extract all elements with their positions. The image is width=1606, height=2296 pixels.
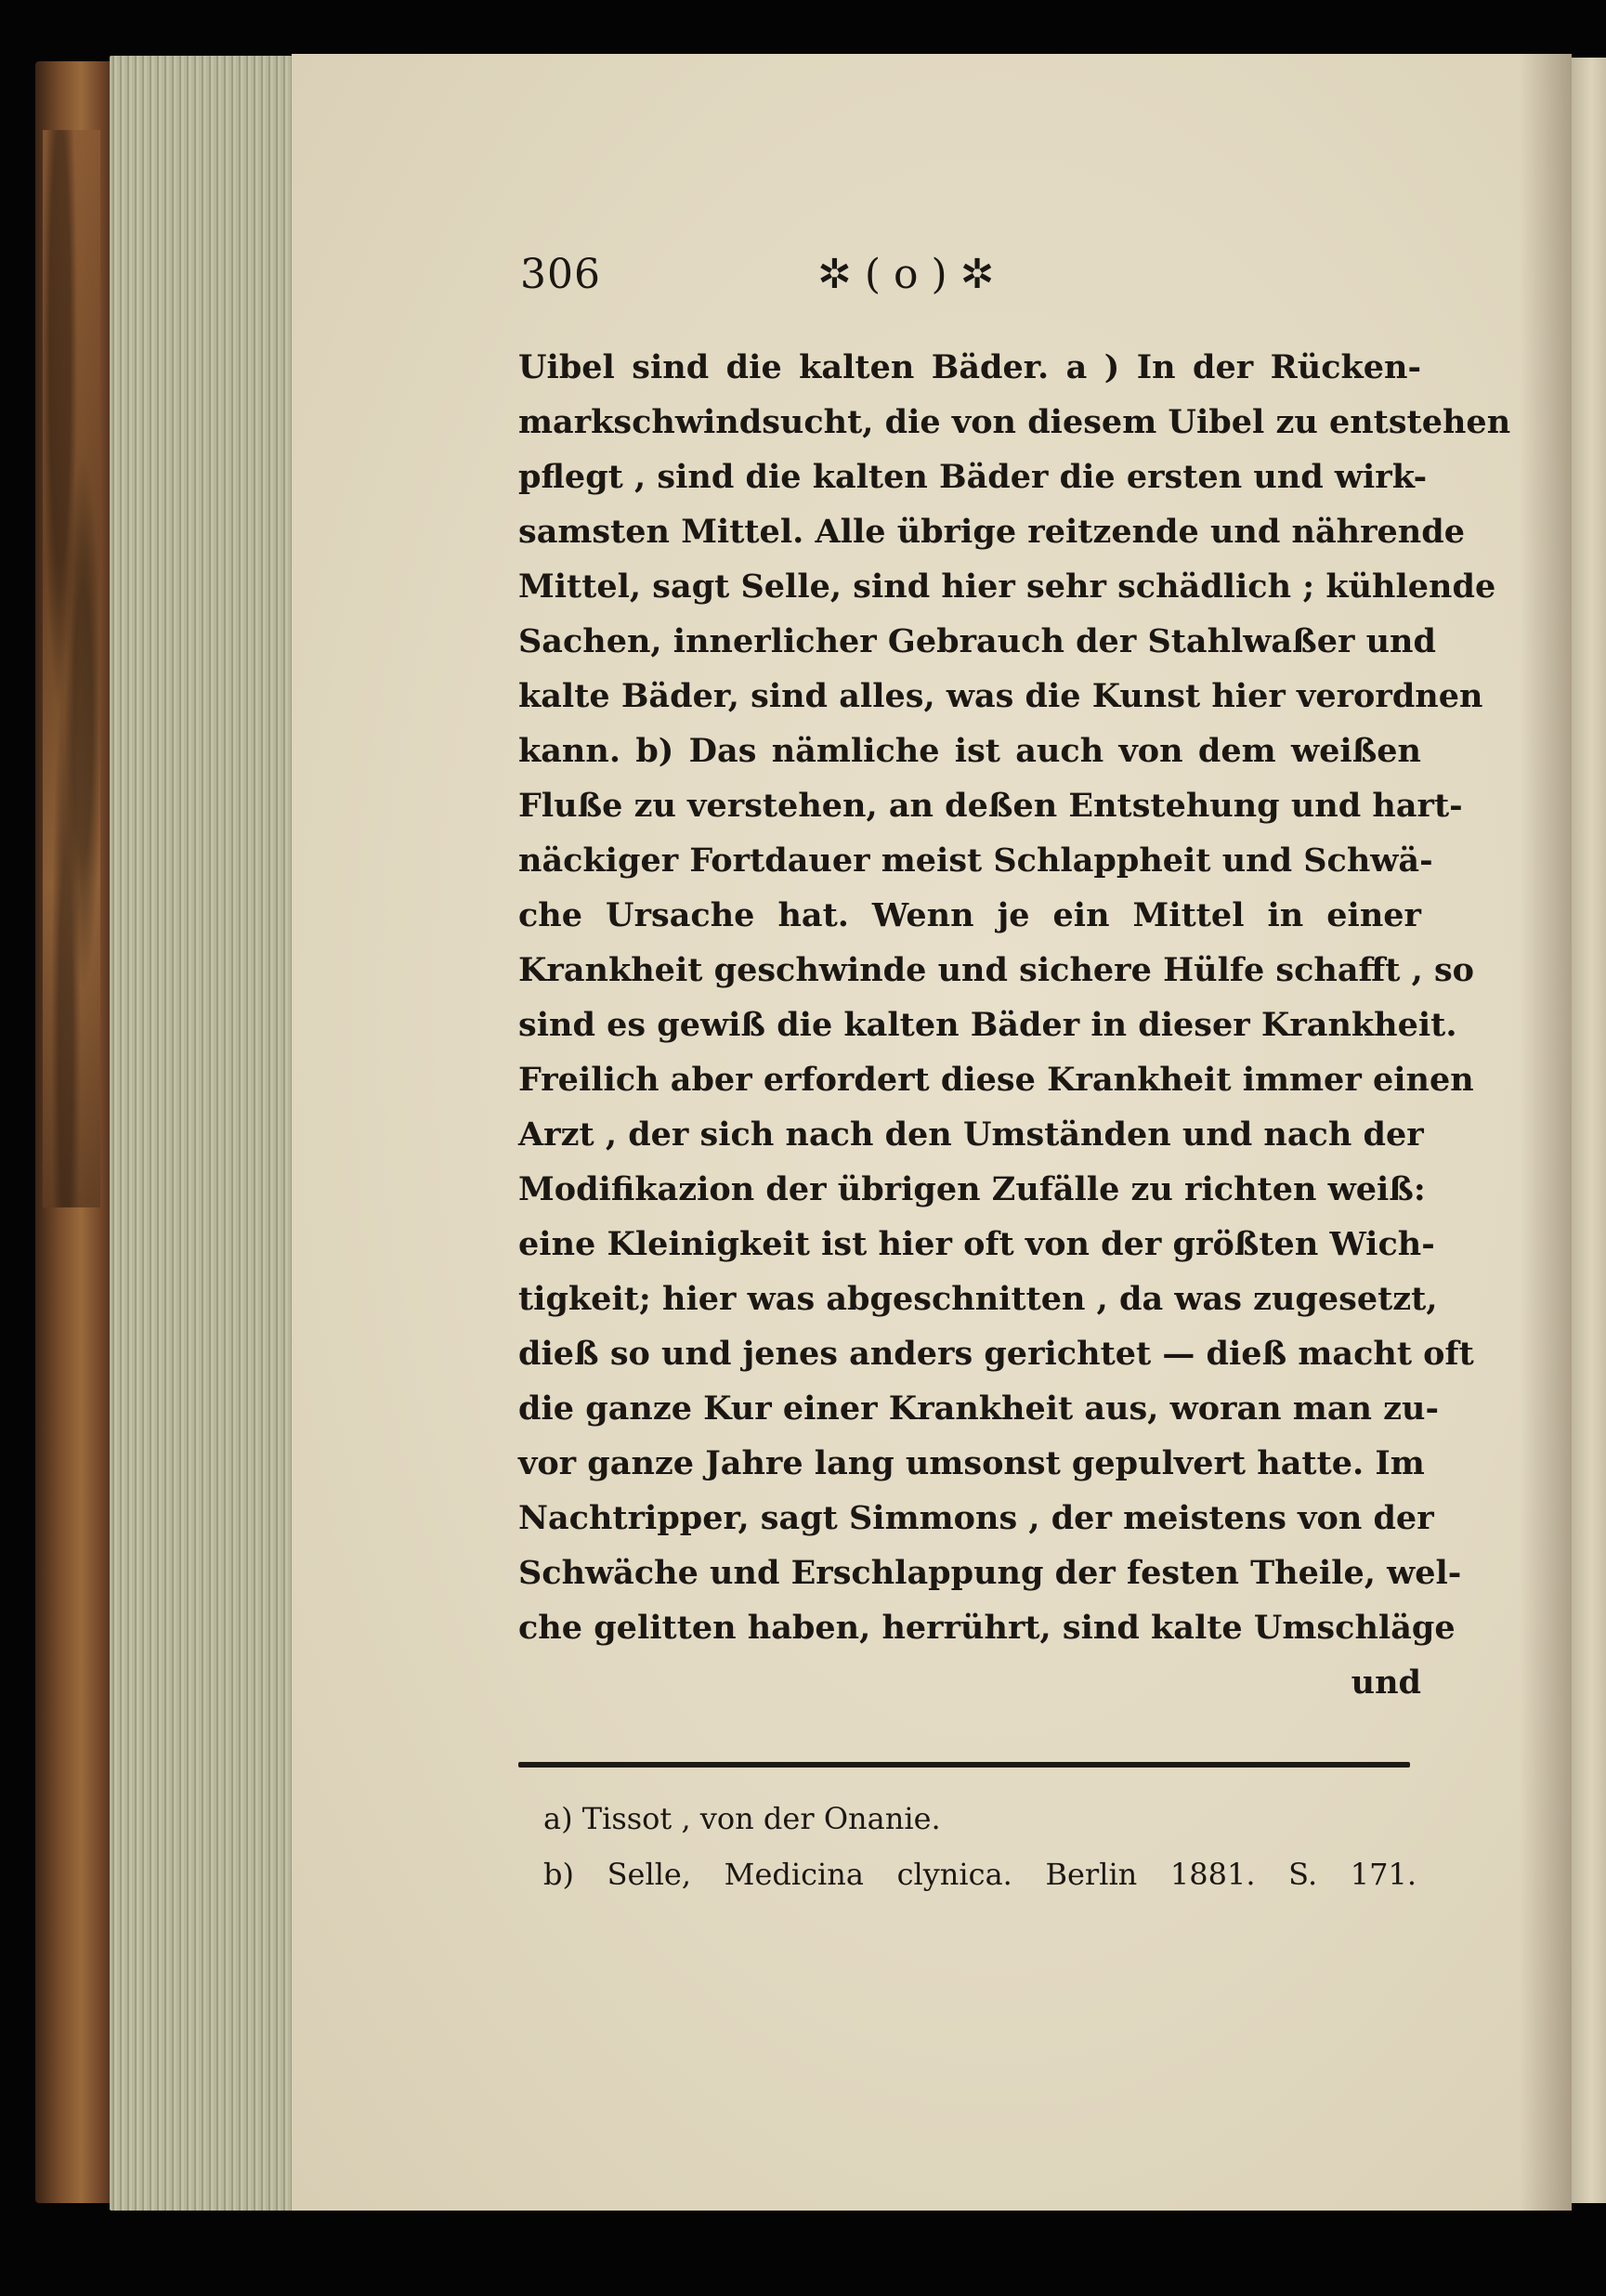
- text-line: Modifikazion der übrigen Zufälle zu richten weiß:: [518, 1170, 1426, 1208]
- facing-page-edge: [1570, 58, 1606, 2203]
- text-line: eine Kleinigkeit ist hier oft von der größten Wich-: [518, 1225, 1435, 1263]
- text-line: tigkeit; hier was abgeschnitten , da was zugesetzt,: [518, 1280, 1438, 1318]
- text-line: che gelitten haben, herrührt, sind kalte Umschläge: [518, 1609, 1456, 1647]
- main-text-block: [518, 340, 1511, 1710]
- text-line: Mittel, sagt Selle, sind hier sehr schädlich ; kühlende: [518, 567, 1496, 606]
- text-line: näckiger Fortdauer meist Schlappheit und Schwä-: [518, 841, 1433, 880]
- text-line: samsten Mittel. Alle übrige reitzende und nährende: [518, 513, 1465, 551]
- text-line: Sachen, innerlicher Gebrauch der Stahlwaßer und: [518, 622, 1436, 660]
- running-header: [520, 251, 1421, 307]
- text-line: sind es gewiß die kalten Bäder in dieser Krankheit.: [518, 1006, 1457, 1044]
- footnote-b: b) Selle, Medicina clynica. Berlin 1881. S. 171.: [543, 1857, 1417, 1892]
- text-line: Uibel sind die kalten Bäder. a ) In der Rücken-: [518, 348, 1421, 386]
- text-line: Nachtripper, sagt Simmons , der meistens von der: [518, 1499, 1434, 1537]
- text-line: pflegt , sind die kalten Bäder die ersten und wirk-: [518, 458, 1428, 496]
- text-line: markschwindsucht, die von diesem Uibel zu entstehen: [518, 403, 1511, 441]
- text-line: Fluße zu verstehen, an deßen Entstehung und hart-: [518, 787, 1463, 825]
- footnotes: [543, 1791, 1417, 1902]
- footnote-a: a) Tissot , von der Onanie.: [543, 1801, 941, 1836]
- text-line: che Ursache hat. Wenn je ein Mittel in einer: [518, 896, 1421, 934]
- header-ornament: ✲ ( o ) ✲: [817, 251, 995, 298]
- page-number: 306: [520, 251, 601, 298]
- text-line: kann. b) Das nämliche ist auch von dem weißen: [518, 732, 1421, 770]
- text-line: dieß so und jenes anders gerichtet — dieß macht oft: [518, 1335, 1474, 1373]
- text-line: Arzt , der sich nach den Umständen und nach der: [518, 1115, 1424, 1154]
- marbled-cover-paper: [43, 130, 100, 1207]
- text-line: die ganze Kur einer Krankheit aus, woran man zu-: [518, 1389, 1439, 1428]
- text-line: Krankheit geschwinde und sichere Hülfe schafft , so: [518, 951, 1475, 989]
- footnote-rule: [518, 1762, 1410, 1768]
- page-gutter-shadow: [1520, 54, 1572, 2211]
- catchword: und: [1351, 1663, 1421, 1702]
- text-line: Freilich aber erfordert diese Krankheit immer einen: [518, 1061, 1474, 1099]
- page-edges: [110, 56, 295, 2211]
- text-line: vor ganze Jahre lang umsonst gepulvert hatte. Im: [518, 1444, 1425, 1482]
- text-line: kalte Bäder, sind alles, was die Kunst hier verordnen: [518, 677, 1483, 715]
- text-line: Schwäche und Erschlappung der festen Theile, wel-: [518, 1554, 1462, 1592]
